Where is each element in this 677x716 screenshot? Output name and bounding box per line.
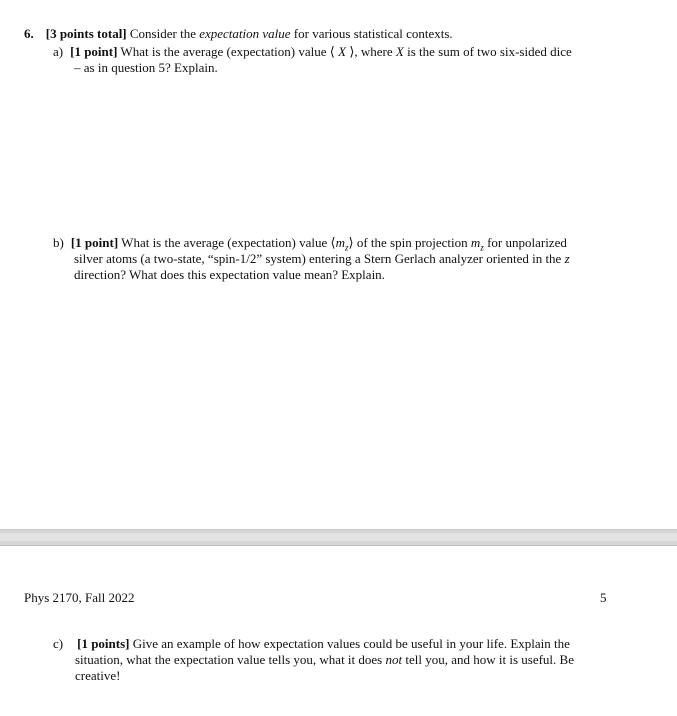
part-c-line-1: c) [1 points] Give an example of how expectation values could be useful in your life. Explain the [53, 636, 570, 651]
part-b-label: b) [53, 235, 64, 250]
part-b-line-2: silver atoms (a two-state, “spin-1/2” system) entering a Stern Gerlach analyzer oriented in the z [74, 251, 570, 266]
page-separator [0, 529, 677, 546]
part-b-line-3: direction? What does this expectation value mean? Explain. [74, 267, 385, 282]
question-number: 6. [24, 26, 34, 41]
part-a-line-2: – as in question 5? Explain. [74, 60, 218, 75]
part-b-points: [1 point] [70, 235, 119, 250]
part-c-label: c) [53, 636, 64, 651]
part-a-line-1: a) [1 point] What is the average (expectation) value ⟨ X ⟩, where X is the sum of two six-sided dice [53, 44, 572, 59]
part-c-points: [1 points] [77, 636, 130, 651]
question-points: [3 points total] [45, 26, 127, 41]
part-c-line-3: creative! [75, 668, 121, 683]
question-text: Consider the [126, 26, 200, 41]
part-a-points: [1 point] [70, 44, 118, 59]
part-b-line-1: b) [1 point] What is the average (expectation) value $⟨m_z⟩$ of the spin projection $m_z$ for unpolarized [53, 235, 567, 253]
part-c-line-2: situation, what the expectation value tells you, what it does not tell you, and how it is useful. Be [75, 652, 574, 667]
question-emphasis: expectation value [199, 26, 291, 41]
part-a-label: a) [53, 44, 64, 59]
footer-course: Phys 2170, Fall 2022 [24, 590, 135, 605]
question-text-end: for various statistical contexts. [290, 26, 453, 41]
question-6-header [24, 26, 453, 42]
footer-page-number: 5 [600, 590, 607, 605]
